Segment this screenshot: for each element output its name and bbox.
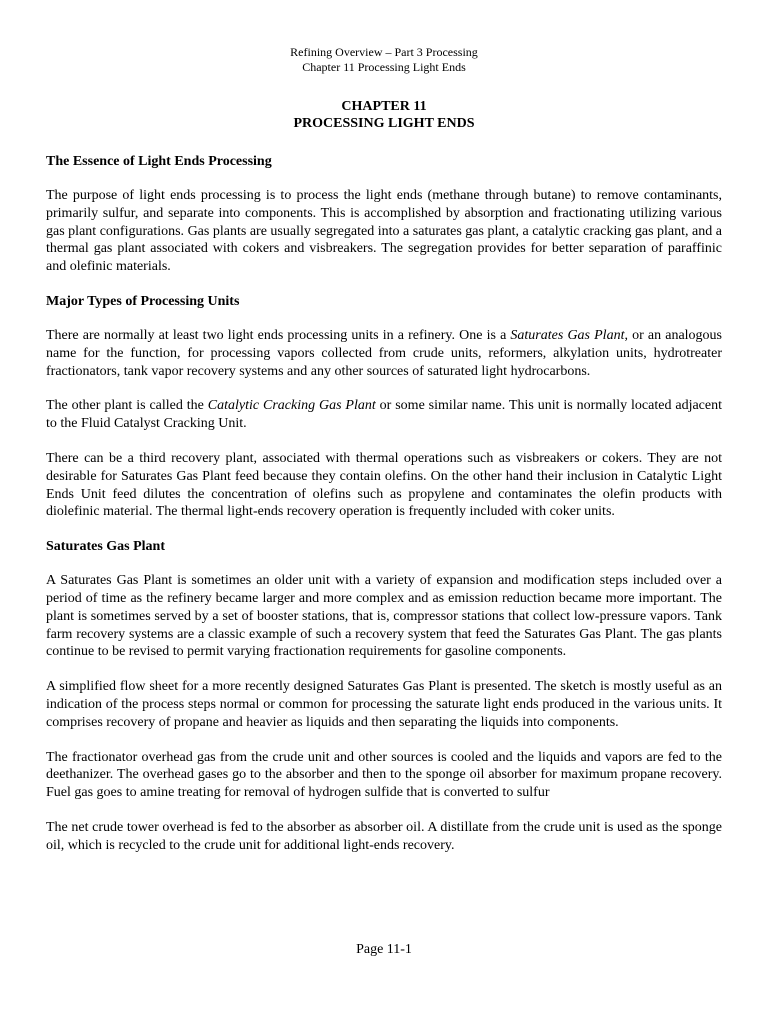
emphasis-saturates-gas-plant: Saturates Gas Plant (510, 327, 625, 343)
chapter-number: CHAPTER 11 (341, 99, 427, 114)
text-run: There are normally at least two light ends processing units in a refinery. One is a (46, 327, 511, 343)
paragraph-major-types-3: There can be a third recovery plant, associated with thermal operations such as visbreakers or cokers. They are not desirable for Saturates Gas Plant feed because they contain olefins. On the other hand their inclusion in Catalytic Light Ends Unit feed dilutes the concentration of olefins such as propylene and contaminates the olefin products with diolefinic material. The thermal light-ends recovery operation is frequently included with coker units. (46, 450, 722, 520)
emphasis-catalytic-cracking-gas-plant: Catalytic Cracking Gas Plant (207, 398, 376, 414)
chapter-name: PROCESSING LIGHT ENDS (293, 116, 475, 131)
text-run: The other plant is called the (46, 398, 208, 414)
paragraph-essence: The purpose of light ends processing is to process the light ends (methane through butane) to remove contaminants, primarily sulfur, and separate into components. This is accomplished by absorption and fractionating utilizing various gas plant configurations. Gas plants are usually segregated into a saturates gas plant, a catalytic cracking gas plant, and a thermal gas plant associated with cokers and visbreakers. The segregation provides for better separation of paraffinic and olefinic materials. (46, 188, 722, 275)
paragraph-major-types-2 (46, 397, 722, 433)
chapter-title (46, 98, 722, 132)
header-line-chapter: Chapter 11 Processing Light Ends (302, 60, 466, 74)
section-heading-essence: The Essence of Light Ends Processing (46, 154, 272, 169)
paragraph-saturates-3: The fractionator overhead gas from the crude unit and other sources is cooled and the liquids and vapors are fed to the deethanizer. The overhead gases go to the absorber and then to the sponge oil absorber for maximum propane recovery. Fuel gas goes to amine treating for removal of hydrogen sulfide that is converted to sulfur (46, 749, 722, 801)
paragraph-saturates-2: A simplified flow sheet for a more recently designed Saturates Gas Plant is presented. The sketch is mostly useful as an indication of the process steps normal or common for processing the saturate light ends produced in the various units. It comprises recovery of propane and heavier as liquids and then separating the liquids into components. (46, 679, 722, 730)
running-header (46, 45, 722, 75)
text-run: or some similar name. This unit is normally located adjacent to the Fluid Catalyst Cracking Unit. (46, 398, 722, 432)
section-heading-major-types: Major Types of Processing Units (46, 293, 240, 309)
paragraph-saturates-4: The net crude tower overhead is fed to the absorber as absorber oil. A distillate from the crude unit is used as the sponge oil, which is recycled to the crude unit for additional light-ends recovery. (46, 819, 722, 853)
page-number: Page 11-1 (356, 942, 412, 957)
section-heading-saturates: Saturates Gas Plant (46, 539, 165, 555)
header-line-part: Refining Overview – Part 3 Processing (290, 45, 478, 59)
text-run: , or an analogous name for the function, for processing vapors collected from crude units, reformers, alkylation units, hydrotreater fractionators, tank vapor recovery systems and any other sources of saturated light hydrocarbons. (46, 327, 722, 379)
paragraph-saturates-1: A Saturates Gas Plant is sometimes an older unit with a variety of expansion and modification steps included over a period of time as the refinery became larger and more complex and as emission reduction became more important. The plant is sometimes served by a set of booster stations, that is, compressor stations that collect low-pressure vapors. Tank farm recovery systems are a classic example of such a recovery system that feed the Saturates Gas Plant. The gas plants continue to be revised to permit varying fractionation requirements for gasoline components. (46, 573, 722, 660)
paragraph-major-types-1 (46, 327, 722, 380)
